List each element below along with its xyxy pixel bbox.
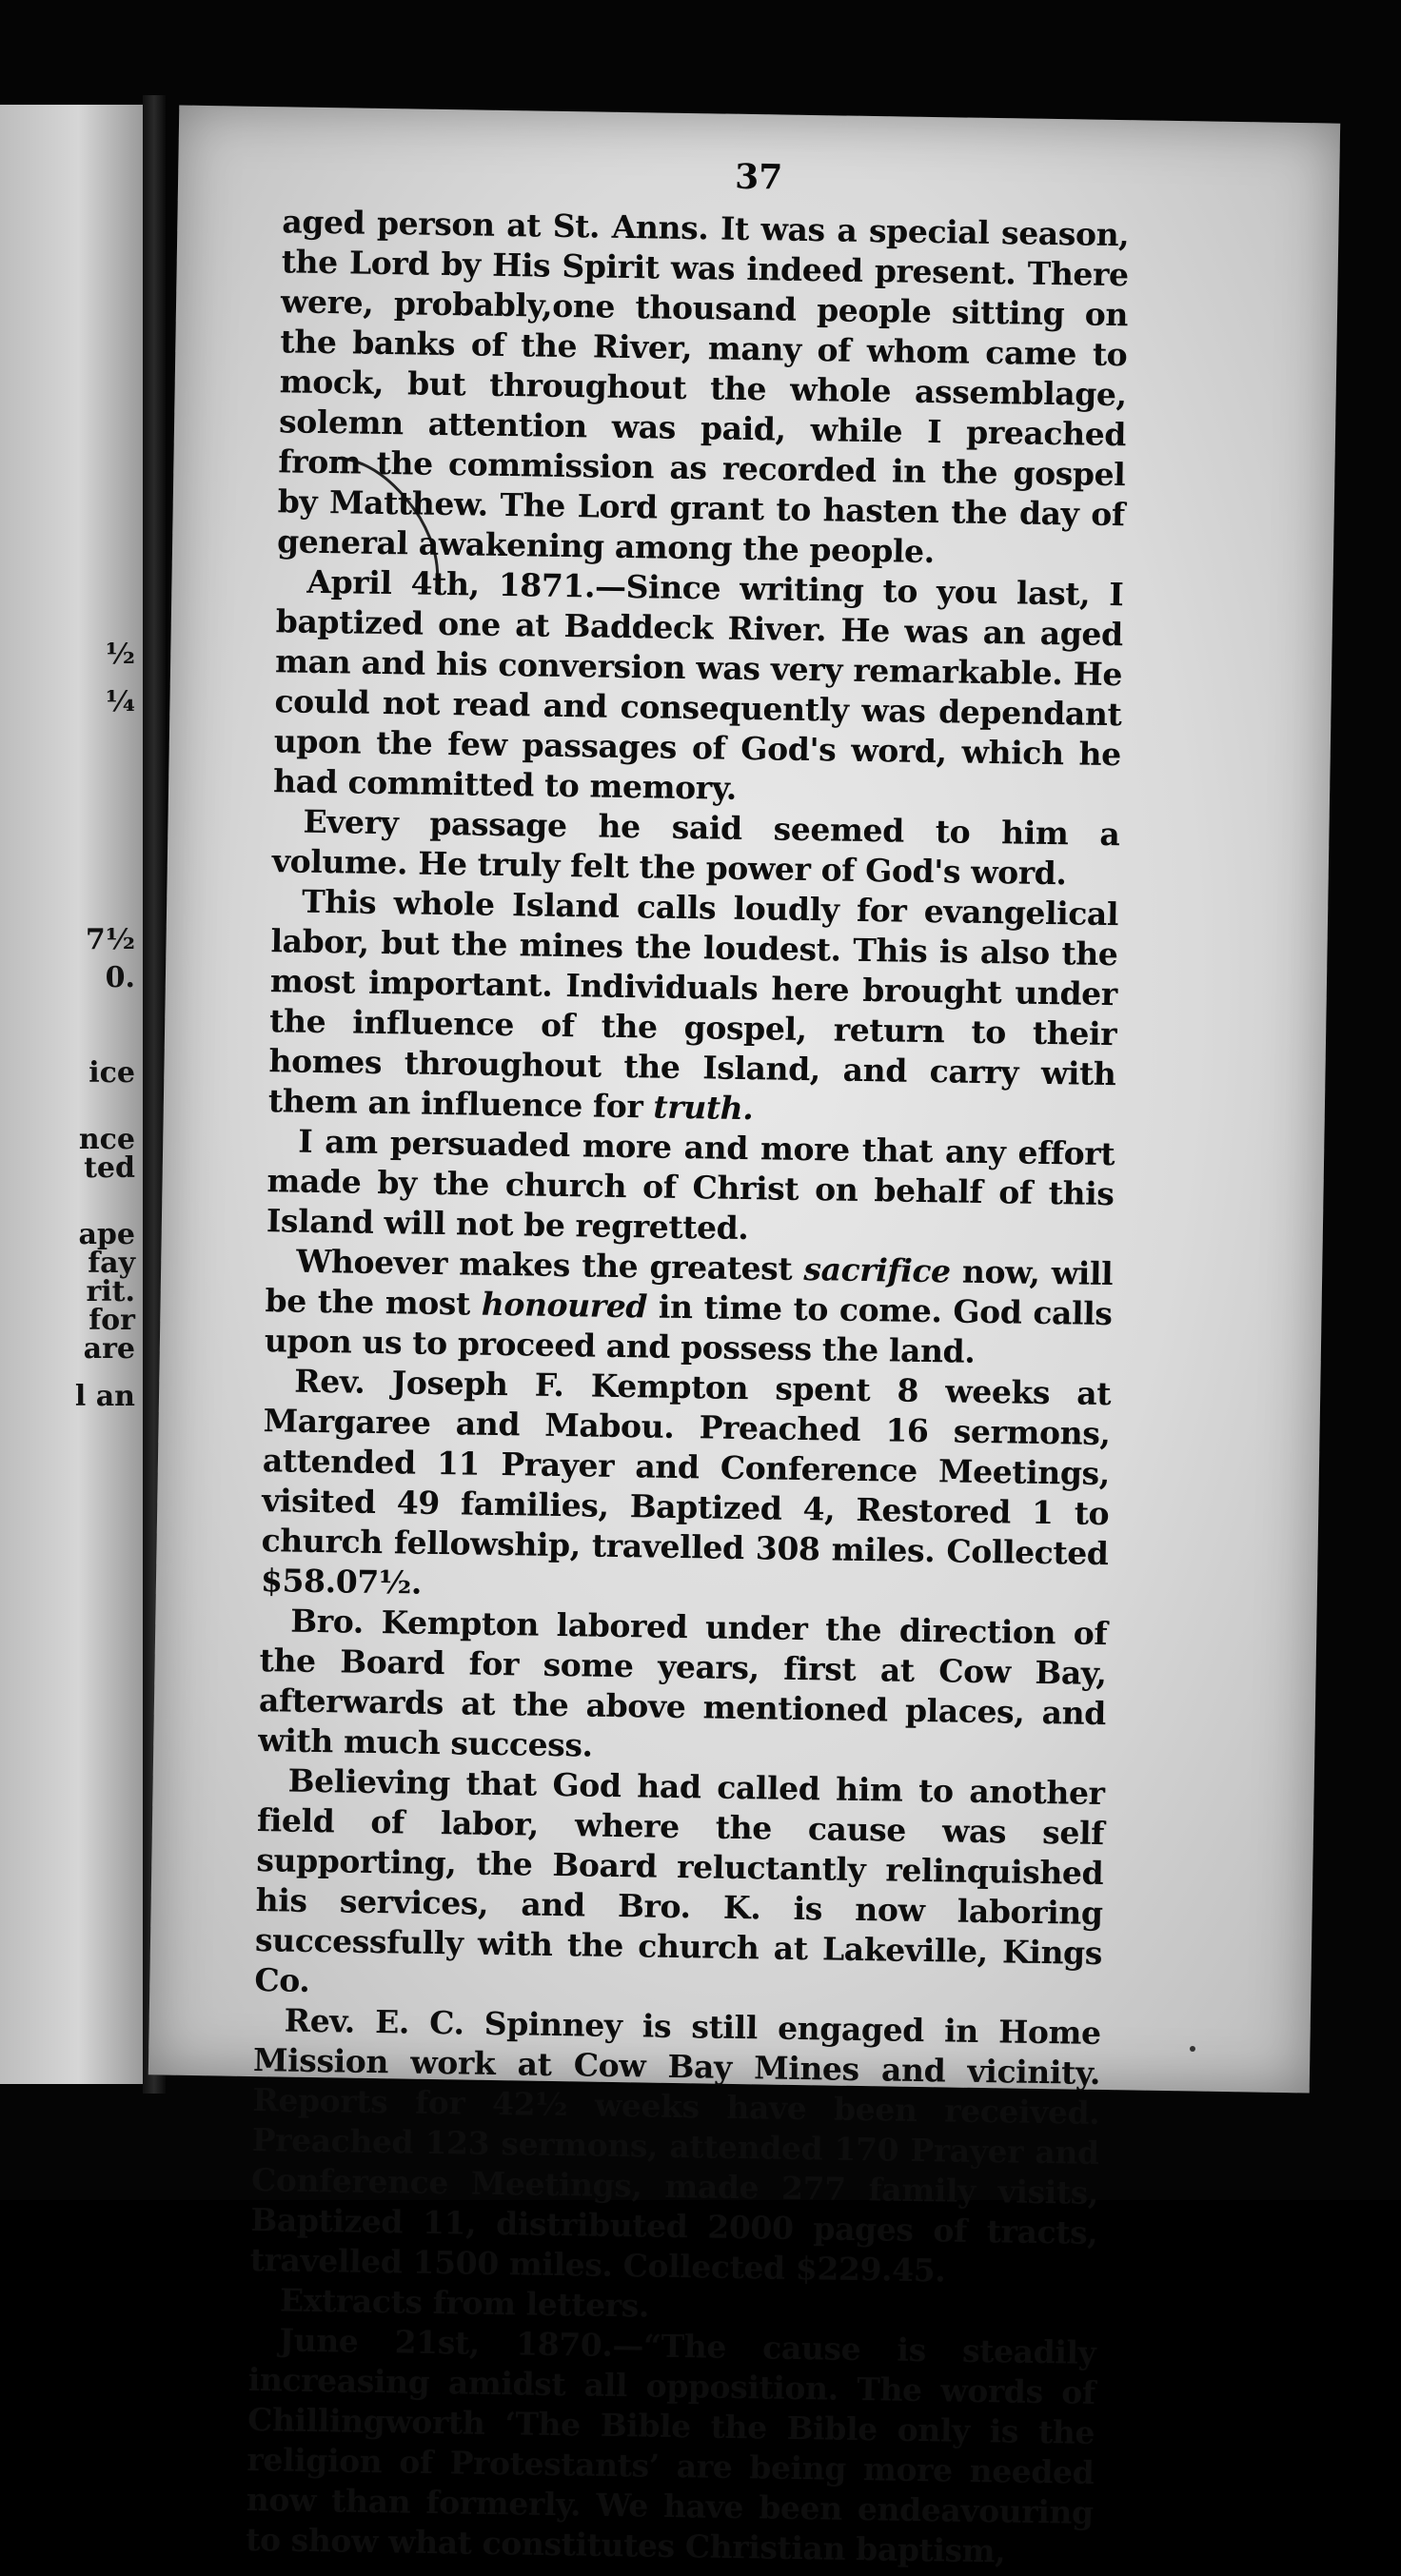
left-page-text-fragment: ted	[84, 1151, 135, 1185]
text-run: Bro. Kempton labored under the direction of the Board for some years, first at Cow Bay, afterwards at the above mentioned places, and with much success.	[258, 1602, 1108, 1764]
paragraph	[246, 2320, 1096, 2573]
text-run: I am persuaded more and more that any effort made by the church of Christ on behalf of this Island will not be regretted.	[266, 1122, 1115, 1248]
paragraph	[265, 1241, 1114, 1374]
paragraph	[254, 1760, 1105, 2014]
left-page-text-fragment: fay	[88, 1247, 135, 1280]
text-run: Whoever makes the greatest	[295, 1242, 804, 1288]
left-page-text-fragment: ice	[89, 1056, 135, 1090]
text-run: April 4th, 1871.—Since writing to you last, I baptized one at Baddeck River. He was an aged man and his conversion was very remarkable. He could not read and consequently was dependant upon the few passages of God's word, which he had committed to memory.	[272, 562, 1124, 807]
paragraph	[266, 1121, 1115, 1254]
left-page-text-fragment: for	[89, 1304, 135, 1337]
text-run: June 21st, 1870.—“The cause is steadily increasing amidst all opposition. The words of Chillingworth ‘The Bible the Bible only is the religion of Protestants’ are being more needed now than formerly. We have been endeavouring to show what constitutes Christian baptism,	[245, 2321, 1096, 2570]
paragraph	[268, 881, 1119, 1134]
italic-text: truth.	[653, 1088, 754, 1128]
paragraph	[272, 801, 1120, 895]
italic-text: sacrifice	[803, 1250, 951, 1290]
text-run: Rev. Joseph F. Kempton spent 8 weeks at Margaree and Mabou. Preached 16 sermons, attended 11 Prayer and Conference Meetings, visited 49 families, Baptized 4, Restored 1 to church fellowship, travelled 308 miles. Collected $58.07½.	[260, 1362, 1112, 1602]
text-run: Every passage he said seemed to him a volume. He truly felt the power of God's word.	[271, 802, 1120, 893]
paragraph	[249, 2000, 1101, 2293]
left-page-text-fragment: rit.	[86, 1275, 135, 1308]
paragraph	[261, 1361, 1112, 1614]
italic-text: honoured	[481, 1285, 648, 1326]
left-page-text-fragment: are	[83, 1332, 135, 1366]
left-page-text-fragment: ape	[78, 1218, 135, 1251]
left-page-text-fragment: ½	[105, 638, 135, 671]
left-page-text-fragment: nce	[78, 1123, 135, 1156]
left-page-text-fragment: ¼	[105, 685, 135, 718]
paragraph	[273, 561, 1124, 815]
book-page	[148, 106, 1340, 2570]
text-run: This whole Island calls loudly for evangelical labor, but the mines the loudest. This is also the most important. Individuals here brought under the influence of the gospel, return to their homes throughout the Island, and carry with them an influence for	[267, 882, 1119, 1126]
text-run: now, will be the most	[265, 1252, 1114, 1323]
text-run: Extracts from letters.	[279, 2281, 650, 2325]
paragraph	[258, 1601, 1108, 1774]
text-run: Believing that God had called him to another field of labor, where the cause was self supporting, the Board reluctantly relinquished his services, and Bro. K. is now laboring successfully with the church at Lakeville, Kings Co.	[254, 1761, 1105, 1999]
scan-speck	[1190, 2046, 1195, 2052]
page-number: 37	[734, 156, 783, 198]
left-page-text-fragment: 7½	[85, 923, 135, 956]
text-run: aged person at St. Anns. It was a special season, the Lord by His Spirit was indeed present. There were, probably,one thousand people sitting on the banks of the River, many of whom came to mock, but throughout the whole assemblage, solemn attention was paid, while I preached from the commission as recorded in the gospel by Matthew. The Lord grant to hasten the day of general awakening among the people.	[276, 203, 1130, 571]
paragraph	[277, 202, 1130, 575]
text-run: in time to come. God calls upon us to proceed and possess the land.	[264, 1288, 1113, 1370]
left-page-fragment	[0, 105, 143, 2084]
left-page-text-fragment: l an	[74, 1380, 135, 1413]
left-page-text-fragment: 0.	[105, 961, 135, 994]
text-run: Rev. E. C. Spinney is still engaged in Home Mission work at Cow Bay Mines and vicinity. Reports for 42½ weeks have been received. Preached 123 sermons, attended 170 Prayer and Conference Meetings, made 277 family visits, Baptized 11, distributed 2000 pages of tracts, travelled 1500 miles. Collected $229.45.	[249, 2001, 1101, 2290]
body-text	[246, 202, 1130, 2573]
